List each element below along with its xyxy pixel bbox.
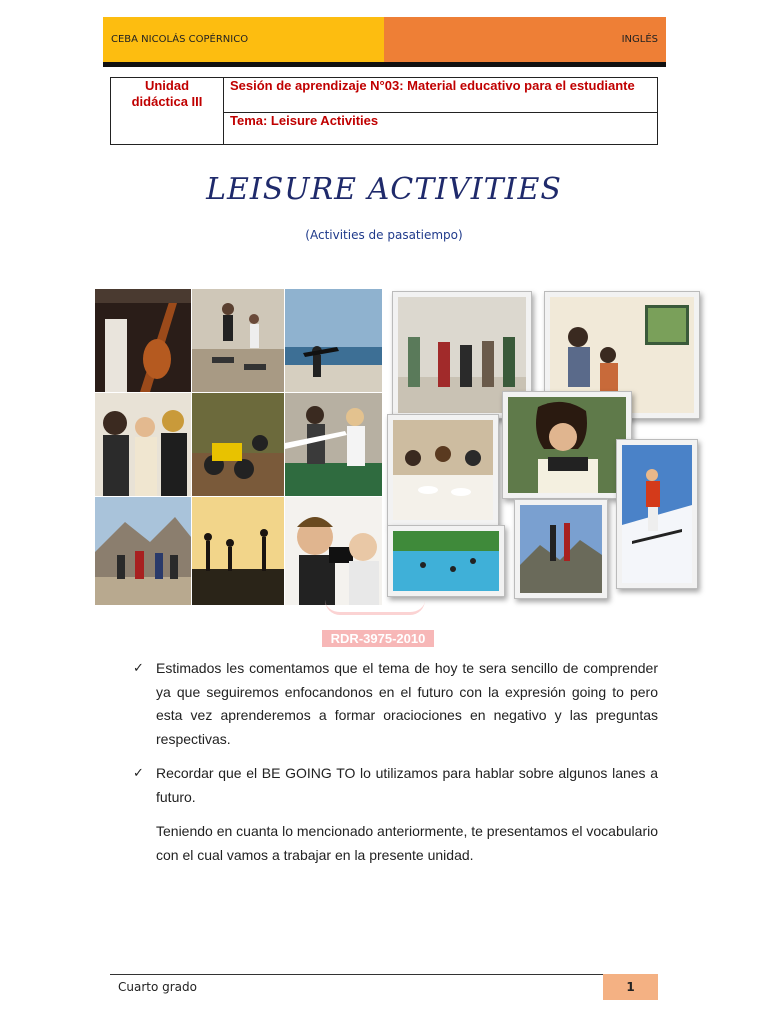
- unit-number: didáctica III: [131, 94, 203, 109]
- leisure-collage: [95, 289, 700, 605]
- photo-hikers: [95, 497, 191, 605]
- registration-stamp: RDR-3975-2010: [322, 630, 434, 647]
- school-name: CEBA NICOLÁS COPÉRNICO: [103, 17, 384, 62]
- photo-surfer: [285, 289, 382, 392]
- checkmark-icon: ✓: [133, 660, 144, 675]
- photo-tennis: [285, 393, 382, 496]
- photo-aerobics: [192, 289, 284, 392]
- photo-climbers: [514, 499, 608, 599]
- topic-title: Tema: Leisure Activities: [230, 113, 379, 128]
- photo-restaurant: [387, 414, 499, 526]
- photo-camera: [285, 497, 382, 605]
- stamp-arc: [325, 600, 425, 615]
- session-title: Sesión de aprendizaje N°03: Material educativo para el estudiante: [224, 78, 657, 113]
- photo-orchestra: [95, 289, 191, 392]
- checkmark-icon: ✓: [133, 765, 144, 780]
- grade-label: Cuarto grado: [118, 980, 197, 994]
- photo-friends-toast: [95, 393, 191, 496]
- intro-paragraph: Estimados les comentamos que el tema de hoy te sera sencillo de comprender ya que seguiremos enfocandonos en el futuro con la expresión going to pero esta vez aprenderemos a formar oraciociones en negativo y las preguntas respectivas.: [156, 660, 658, 747]
- vocabulary-paragraph: Teniendo en cuanta lo mencionado anteriormente, te presentamos el vocabulario con el cual vamos a trabajar en la presente unidad.: [156, 823, 658, 863]
- page-header: [103, 17, 666, 62]
- footer-divider: [110, 974, 604, 975]
- page-title: LEISURE ACTIVITIES: [206, 172, 562, 207]
- page-number: 1: [603, 974, 658, 1000]
- session-info-table: [110, 77, 658, 145]
- photo-skier: [616, 439, 698, 589]
- header-divider: [103, 62, 666, 67]
- photo-silhouettes: [192, 497, 284, 605]
- unit-label: Unidad: [144, 78, 190, 93]
- photo-pool: [387, 525, 505, 597]
- unit-cell: [111, 78, 224, 144]
- subject-name: INGLÉS: [384, 17, 666, 62]
- photo-reading: [502, 391, 632, 499]
- page-subtitle: (Activities de pasatiempo): [305, 228, 463, 242]
- photo-quad-bikes: [192, 393, 284, 496]
- reminder-paragraph: Recordar que el BE GOING TO lo utilizamos para hablar sobre algunos lanes a futuro.: [156, 765, 658, 805]
